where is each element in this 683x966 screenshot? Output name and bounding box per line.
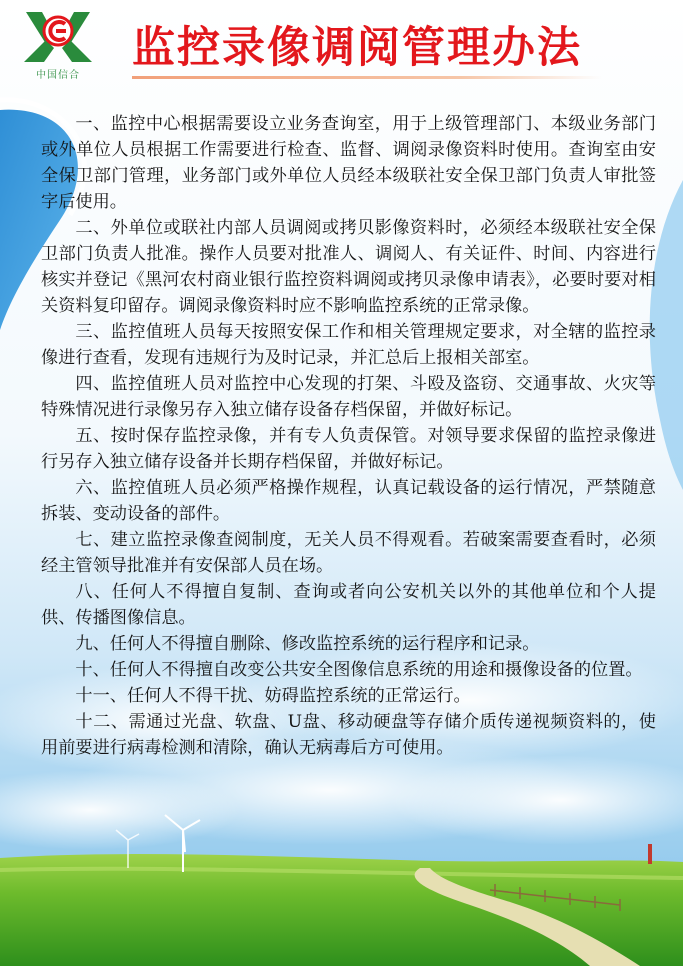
article-11: 十一、任何人不得干扰、妨碍监控系统的正常运行。	[75, 686, 471, 706]
article-5: 五、按时保存监控录像，并有专人负责保管。对领导要求保留的监控录像进行另存入独立储存设备并长期存档保留，并做好标记。	[41, 426, 656, 472]
article-3: 三、监控值班人员每天按照安保工作和相关管理规定要求，对全辖的监控录像进行查看，发现有违规行为及时记录，并汇总后上报相关部室。	[41, 322, 656, 368]
article-10: 十、任何人不得擅自改变公共安全图像信息系统的用途和摄像设备的位置。	[75, 660, 643, 680]
article-9: 九、任何人不得擅自删除、修改监控系统的运行程序和记录。	[75, 634, 540, 654]
logo-text: 中国信合	[36, 70, 80, 81]
article-7: 七、建立监控录像查阅制度，无关人员不得观看。若破案需要查看时，必须经主管领导批准并有安保部人员在场。	[41, 530, 656, 576]
article-6: 六、监控值班人员必须严格操作规程，认真记载设备的运行情况，严禁随意拆装、变动设备的部件。	[41, 478, 656, 524]
header	[0, 0, 683, 92]
article-1: 一、监控中心根据需要设立业务查询室，用于上级管理部门、本级业务部门或外单位人员根据工作需要进行检查、监督、调阅录像资料时使用。查询室由安全保卫部门管理，业务部门或外单位人员经本级联社安全保卫部门负责人审批签字后使用。	[41, 114, 656, 212]
page-title: 监控录像调阅管理办法	[132, 23, 582, 73]
article-4: 四、监控值班人员对监控中心发现的打架、斗殴及盗窃、交通事故、火灾等特殊情况进行录像另存入独立储存设备存档保留，并做好标记。	[41, 374, 656, 420]
title-divider	[132, 76, 602, 79]
article-8: 八、任何人不得擅自复制、查询或者向公安机关以外的其他单位和个人提供、传播图像信息。	[41, 582, 656, 628]
article-12: 十二、需通过光盘、软盘、U盘、移动硬盘等存储介质传递视频资料的，使用前要进行病毒检测和清除，确认无病毒后方可使用。	[41, 712, 656, 758]
article-2: 二、外单位或联社内部人员调阅或拷贝影像资料时，必须经本级联社安全保卫部门负责人批准。操作人员要对批准人、调阅人、有关证件、时间、内容进行核实并登记《黑河农村商业银行监控资料调阅或拷贝录像申请表》，必要时要对相关资料复印留存。调阅录像资料时应不影响监控系统的正常录像。	[41, 218, 656, 316]
regulation-body	[41, 111, 656, 761]
